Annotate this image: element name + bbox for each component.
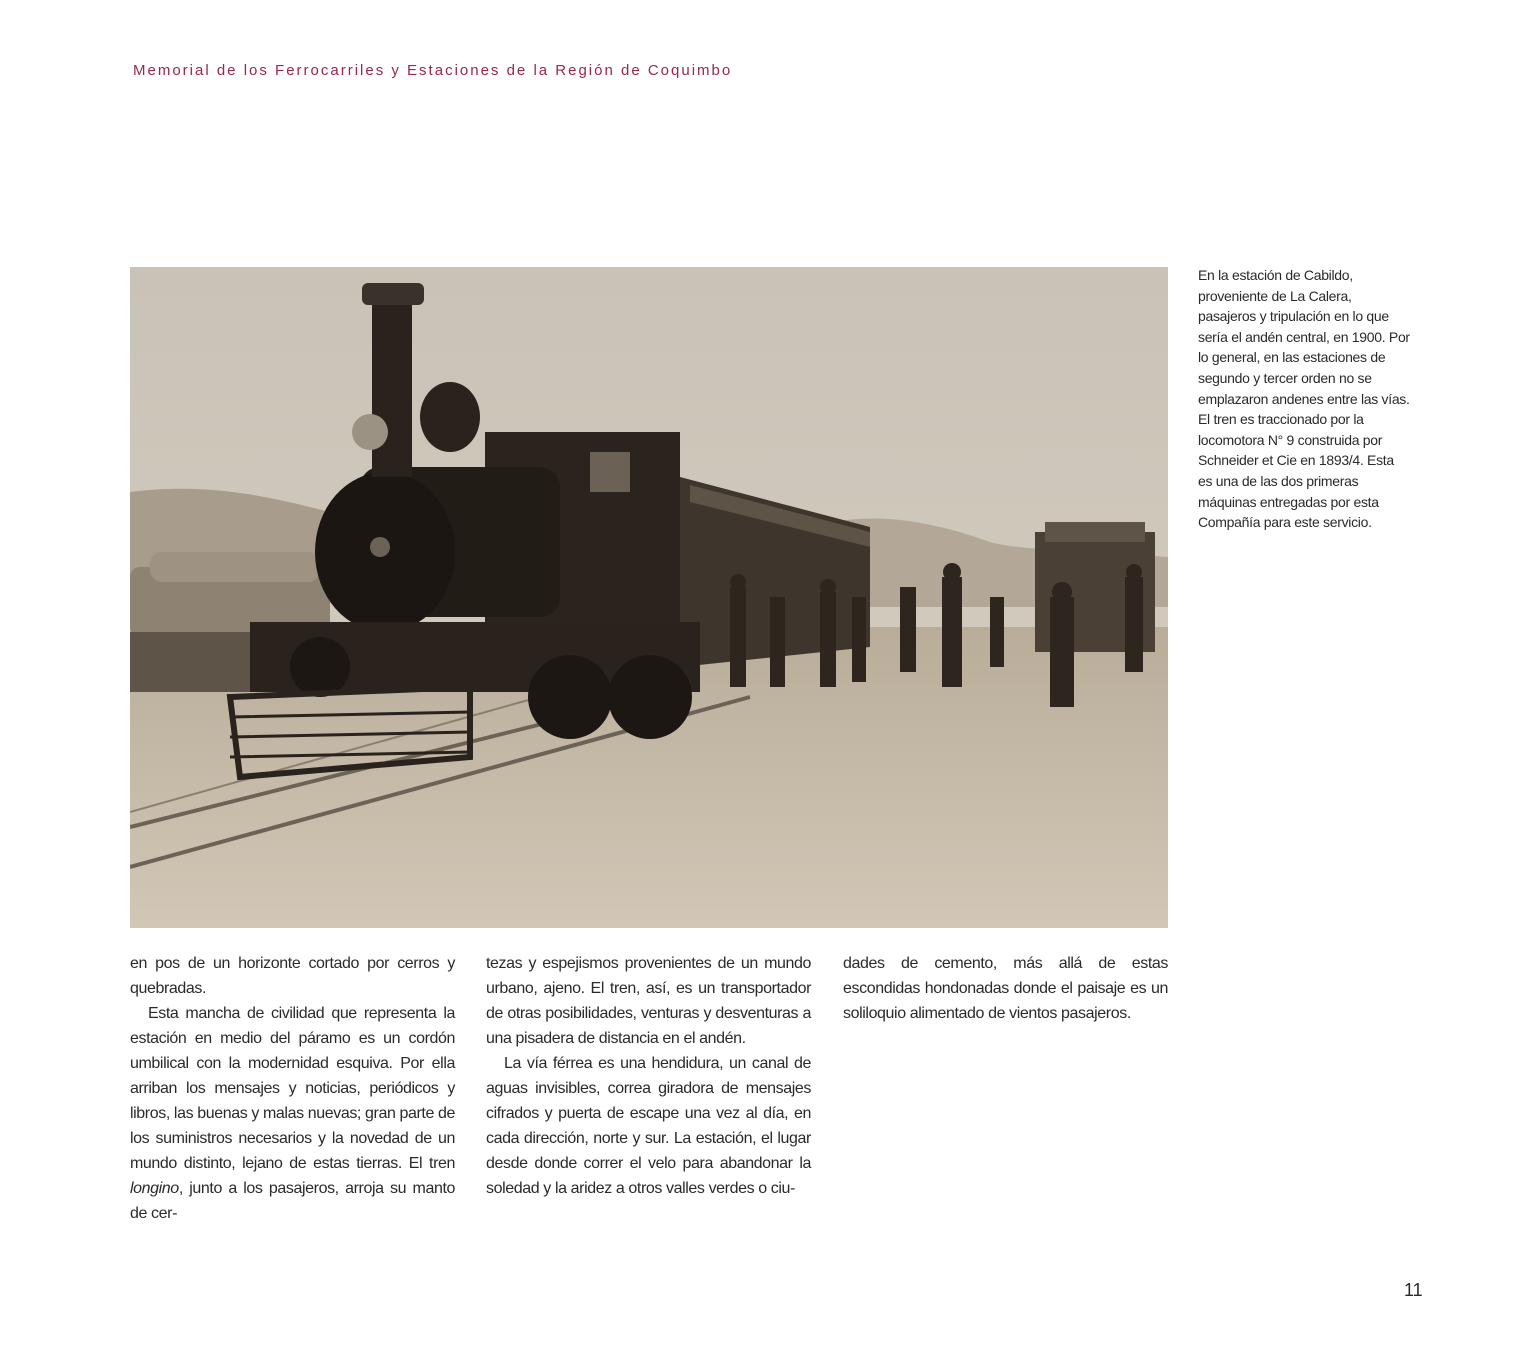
photo-caption: En la estación de Cabildo, proveniente de La Calera, pasajeros y tripulación en lo que sería el andén central, en 1900. Por lo general, en las estaciones de segundo y tercer orden no se emplazaron andenes entre las vías. El tren es traccionado por la locomotora N° 9 construida por Schneider et Cie en 1893/4. Esta es una de las dos primeras máquinas entregadas por esta Compañía para este servicio. <box>1198 267 1410 531</box>
text-column-3 <box>843 951 1168 1026</box>
text-column-2 <box>486 951 811 1201</box>
paragraph: La vía férrea es una hendidura, un canal de aguas invisibles, correa giradora de mensajes cifrados y puerta de escape una vez al día, en cada dirección, norte y sur. La estación, el lugar desde donde correr el velo para abandonar la soledad y la aridez a otros valles verdes o ciu- <box>486 1055 811 1197</box>
train-photo-illustration <box>130 267 1168 928</box>
historic-train-photo <box>130 267 1168 928</box>
page-number: 11 <box>1404 1280 1423 1300</box>
paragraph <box>130 1001 455 1226</box>
italic-word: longino <box>130 1180 179 1197</box>
paragraph: tezas y espejismos provenientes de un mundo urbano, ajeno. El tren, así, es un transportador de otras posibilidades, venturas y desventuras a una pisadera de distancia en el andén. <box>486 955 811 1047</box>
text-column-1 <box>130 951 455 1226</box>
paragraph: dades de cemento, más allá de estas escondidas hondonadas donde el paisaje es un soliloquio alimentado de vientos pasajeros. <box>843 955 1168 1022</box>
running-header: Memorial de los Ferrocarriles y Estaciones de la Región de Coquimbo <box>133 62 733 79</box>
paragraph-text: Esta mancha de civilidad que representa la estación en medio del páramo es un cordón umbilical con la modernidad esquiva. Por ella arriban los mensajes y noticias, periódicos y libros, las buenas y malas nuevas; gran parte de los suministros necesarios y la novedad de un mundo distinto, lejano de estas tierras. El tren <box>130 1005 455 1172</box>
paragraph-text: , junto a los pasajeros, arroja su manto de cer- <box>130 1180 455 1222</box>
paragraph: en pos de un horizonte cortado por cerros y quebradas. <box>130 955 455 997</box>
